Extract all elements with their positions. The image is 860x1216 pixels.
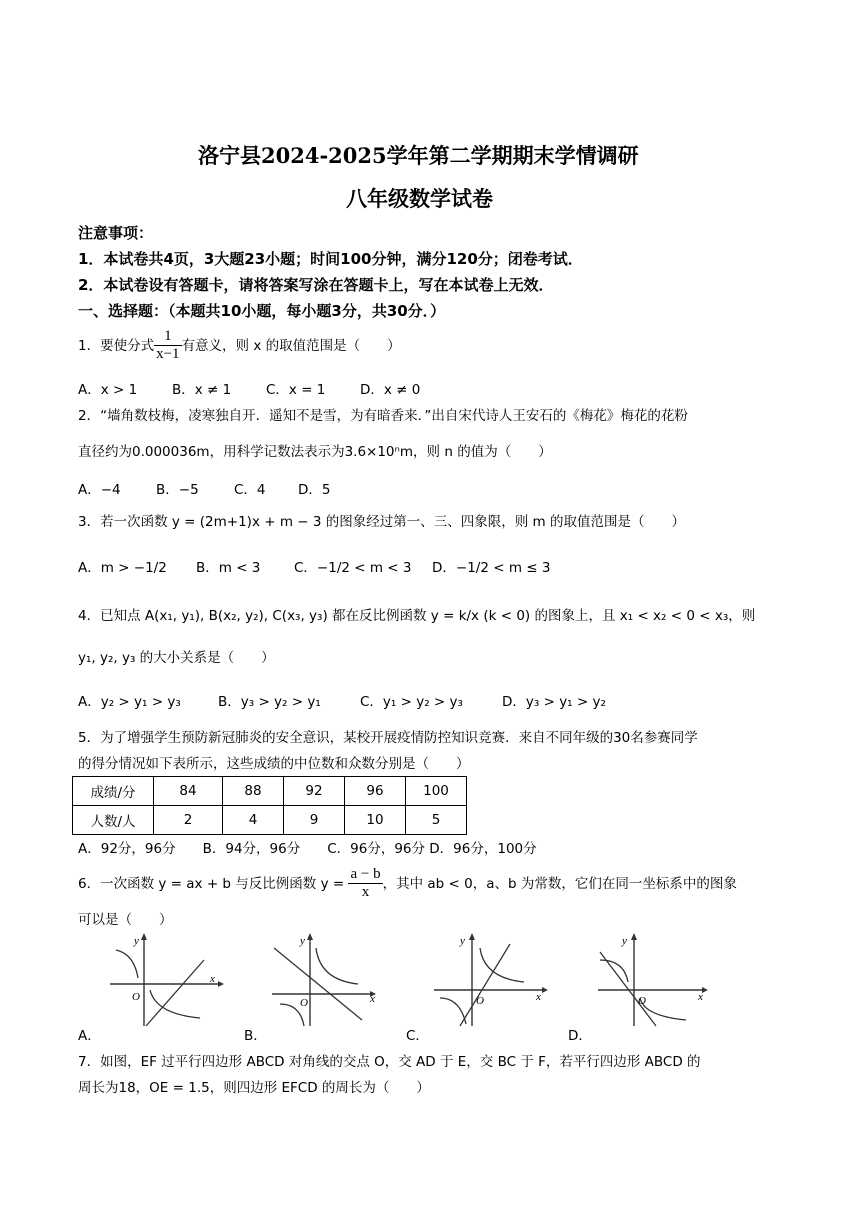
question-5-line1: 5．为了增强学生预防新冠肺炎的安全意识，某校开展疫情防控知识竞赛．来自不同年级的30名参赛同学 [78, 730, 698, 746]
y-axis-arrow [141, 933, 147, 940]
q4-option-b: B．y₃ > y₂ > y₁ [218, 694, 321, 710]
question-5-line2: 的得分情况如下表所示，这些成绩的中位数和众数分别是（ ） [78, 756, 470, 772]
axis-label-y: y [460, 935, 465, 947]
line-graph [460, 944, 510, 1026]
question-7-line1: 7．如图，EF 过平行四边形 ABCD 对角线的交点 O，交 AD 于 E，交 BC 于 F，若平行四边形 ABCD 的 [78, 1054, 701, 1070]
hyperbola-branch [480, 948, 524, 982]
q3-option-c: C．−1/2 < m < 3 [294, 560, 412, 576]
question-4-line2: y₁, y₂, y₃ 的大小关系是（ ） [78, 650, 275, 666]
q2-option-b: B．−5 [156, 482, 199, 498]
y-axis-arrow [631, 933, 637, 940]
notes-heading: 注意事项： [78, 224, 154, 242]
table-cell: 4 [223, 806, 284, 835]
q2-option-c: C．4 [234, 482, 266, 498]
graph-label-c: C． [406, 1028, 429, 1044]
q6-fraction [348, 866, 382, 902]
q1-pre: 1．要使分式 [78, 337, 155, 354]
q1-fraction [154, 328, 181, 364]
q2-option-a: A．−4 [78, 482, 121, 498]
question-7-line2: 周长为18，OE = 1.5，则四边形 EFCD 的周长为（ ） [78, 1080, 430, 1096]
y-axis-arrow [469, 933, 475, 940]
hyperbola-branch [316, 948, 358, 984]
q1-post: 有意义，则 x 的取值范围是（ ） [181, 337, 401, 354]
axis-label-x: x [370, 993, 375, 1005]
graph-label-b: B． [244, 1028, 267, 1044]
table-cell: 2 [154, 806, 223, 835]
note-item: 1．本试卷共4页，3大题23小题；时间100分钟，满分120分；闭卷考试． [78, 250, 583, 268]
line-graph [146, 960, 204, 1026]
q2-option-d: D．5 [298, 482, 331, 498]
q5-options: A．92分，96分 B．94分，96分 C．96分，96分 D．96分，100分 [78, 841, 537, 857]
x-axis-arrow [218, 981, 224, 987]
origin-label: O [300, 997, 308, 1009]
y-axis-arrow [307, 933, 313, 940]
q1-option-d: D．x ≠ 0 [360, 382, 421, 398]
hyperbola-branch [440, 998, 466, 1024]
question-6-line2: 可以是（ ） [78, 912, 173, 928]
q6-frac-den: x [361, 884, 370, 901]
note-item: 2．本试卷设有答题卡，请将答案写涂在答题卡上，写在本试卷上无效． [78, 276, 554, 294]
axis-label-x: x [536, 991, 541, 1003]
line-graph [600, 952, 656, 1026]
axis-label-y: y [134, 935, 139, 947]
q4-option-a: A．y₂ > y₁ > y₃ [78, 694, 181, 710]
table-cell: 成绩/分 [73, 777, 154, 806]
score-table [72, 776, 467, 835]
origin-label: O [638, 995, 646, 1007]
hyperbola-branch [116, 950, 138, 978]
question-1 [78, 328, 401, 364]
origin-label: O [132, 991, 140, 1003]
q1-frac-den: x−1 [156, 346, 180, 363]
q6-pre: 6．一次函数 y = ax + b 与反比例函数 y = [78, 875, 349, 892]
table-cell: 84 [154, 777, 223, 806]
section-heading: 一、选择题：（本题共10小题，每小题3分，共30分．） [78, 302, 446, 320]
axis-label-x: x [698, 991, 703, 1003]
graph-label-d: D． [568, 1028, 592, 1044]
question-2-line2: 直径约为0.000036m，用科学记数法表示为3.6×10ⁿm，则 n 的值为（ ） [78, 444, 552, 460]
question-3: 3．若一次函数 y = (2m+1)x + m − 3 的图象经过第一、三、四象限，则 m 的取值范围是（ ） [78, 514, 685, 530]
table-cell: 人数/人 [73, 806, 154, 835]
table-cell: 100 [406, 777, 467, 806]
origin-label: O [476, 995, 484, 1007]
table-cell: 9 [284, 806, 345, 835]
table-cell: 88 [223, 777, 284, 806]
table-row [73, 806, 467, 835]
x-axis-arrow [542, 987, 548, 993]
q6-frac-num: a − b [348, 866, 382, 884]
graph-a [104, 930, 224, 1030]
graph-b [266, 930, 386, 1030]
axis-label-y: y [300, 935, 305, 947]
q3-option-a: A．m > −1/2 [78, 560, 167, 576]
table-cell: 5 [406, 806, 467, 835]
hyperbola-branch [640, 998, 686, 1020]
question-4-line1: 4．已知点 A(x₁, y₁), B(x₂, y₂), C(x₃, y₃) 都在反比例函数 y = k/x (k < 0) 的图象上，且 x₁ < x₂ < 0 < x₃，则 [78, 608, 756, 624]
axis-label-x: x [210, 973, 215, 985]
table-cell: 10 [345, 806, 406, 835]
q3-option-d: D．−1/2 < m ≤ 3 [432, 560, 551, 576]
graph-d [594, 930, 714, 1030]
table-cell: 96 [345, 777, 406, 806]
page-title: 洛宁县2024-2025学年第二学期期末学情调研 [198, 143, 639, 168]
q4-option-c: C．y₁ > y₂ > y₃ [360, 694, 463, 710]
q4-option-d: D．y₃ > y₁ > y₂ [502, 694, 606, 710]
table-cell: 92 [284, 777, 345, 806]
q1-option-a: A．x > 1 [78, 382, 138, 398]
x-axis-arrow [702, 987, 708, 993]
question-6-line1 [78, 866, 737, 902]
q1-option-c: C．x = 1 [266, 382, 326, 398]
axis-label-y: y [622, 935, 627, 947]
table-row [73, 777, 467, 806]
q3-option-b: B．m < 3 [196, 560, 261, 576]
graph-label-a: A． [78, 1028, 101, 1044]
q1-frac-num: 1 [154, 328, 181, 346]
q6-post: ，其中 ab < 0，a、b 为常数，它们在同一坐标系中的图象 [382, 875, 737, 892]
question-2-line1: 2．“墙角数枝梅，凌寒独自开．遥知不是雪，为有暗香来．”出自宋代诗人王安石的《梅花》梅花的花粉 [78, 408, 688, 424]
q1-option-b: B．x ≠ 1 [172, 382, 232, 398]
page-subtitle: 八年级数学试卷 [346, 186, 493, 211]
graph-c [430, 930, 550, 1030]
